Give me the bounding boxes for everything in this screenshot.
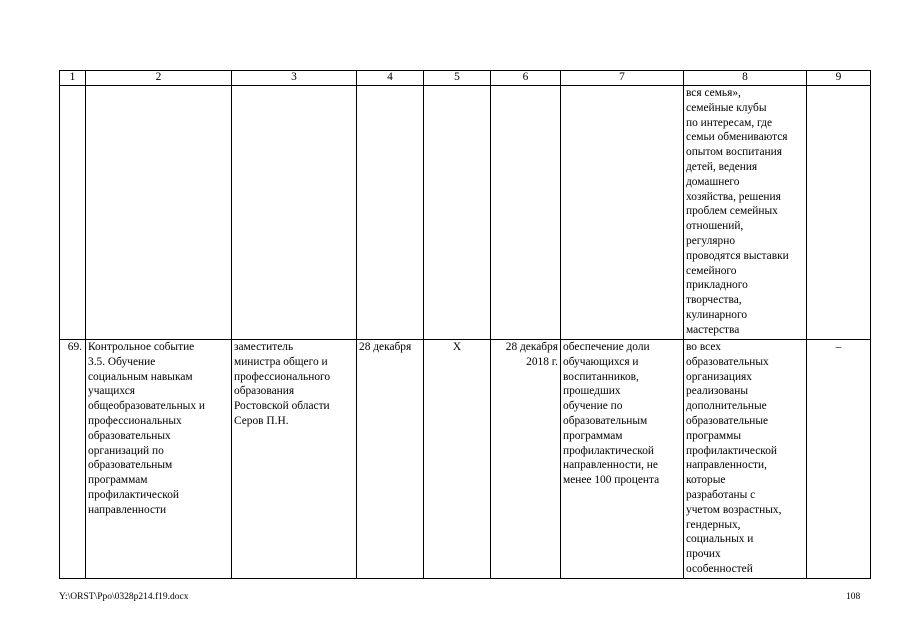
cell-row-number: 69. bbox=[60, 340, 86, 579]
cell-result-continuation: вся семья», семейные клубы по интересам, где семьи обмениваются опытом воспитания детей, ведения домашнего хозяйства, решения проблем семейных отношений, регулярно проводятся выставки семейного прикладного творчества, кулинарного мастерства bbox=[684, 86, 807, 340]
header-col-4: 4 bbox=[357, 71, 424, 86]
table-row bbox=[60, 86, 871, 340]
cell-col5: Х bbox=[424, 340, 491, 579]
cell-empty bbox=[424, 86, 491, 340]
cell-result-fact: во всех образовательных организациях реализованы дополнительные образовательные программы профилактической направленности, которые разработаны с учетом возрастных, гендерных, социальных и прочих особенностей bbox=[684, 340, 807, 579]
header-row bbox=[60, 71, 871, 86]
header-col-6: 6 bbox=[491, 71, 561, 86]
table-row bbox=[60, 340, 871, 579]
footer-page-number: 108 bbox=[846, 592, 861, 602]
header-col-9: 9 bbox=[807, 71, 871, 86]
header-col-7: 7 bbox=[561, 71, 684, 86]
cell-event: Контрольное событие 3.5. Обучение социальным навыкам учащихся общеобразовательных и профессиональных образовательных организаций по образовательным программам профилактической направленности bbox=[86, 340, 232, 579]
footer-file-path: Y:\ORST\Ppo\0328p214.f19.docx bbox=[59, 592, 189, 602]
header-col-8: 8 bbox=[684, 71, 807, 86]
cell-empty bbox=[491, 86, 561, 340]
header-col-2: 2 bbox=[86, 71, 232, 86]
header-col-5: 5 bbox=[424, 71, 491, 86]
cell-result-plan: обеспечение доли обучающихся и воспитанников, прошедших обучение по образовательным программам профилактической направленности, не менее 100 процента bbox=[561, 340, 684, 579]
cell-date-plan: 28 декабря bbox=[357, 340, 424, 579]
cell-responsible: заместитель министра общего и профессионального образования Ростовской области Серов П.Н. bbox=[232, 340, 357, 579]
header-col-1: 1 bbox=[60, 71, 86, 86]
cell-empty bbox=[232, 86, 357, 340]
cell-empty bbox=[357, 86, 424, 340]
header-col-3: 3 bbox=[232, 71, 357, 86]
cell-date-fact: 28 декабря 2018 г. bbox=[491, 340, 561, 579]
cell-empty bbox=[807, 86, 871, 340]
cell-col9: – bbox=[807, 340, 871, 579]
cell-empty bbox=[561, 86, 684, 340]
report-table bbox=[59, 70, 871, 579]
cell-empty bbox=[60, 86, 86, 340]
cell-empty bbox=[86, 86, 232, 340]
